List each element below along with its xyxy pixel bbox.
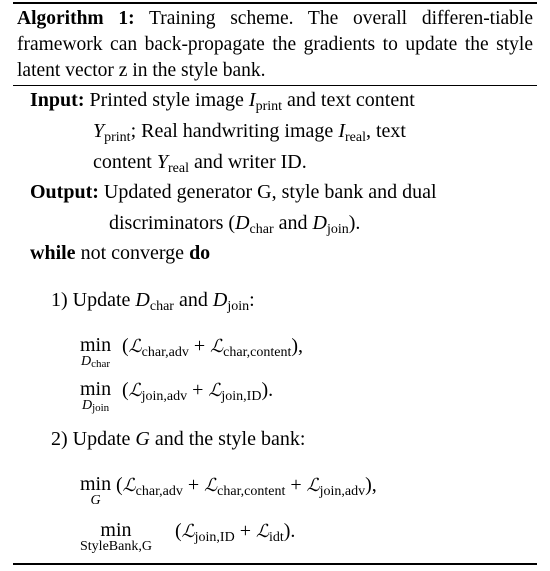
input-line-2: $Y_{print}$; Real handwriting image $I_{real}$, text [93, 120, 406, 145]
algorithm-caption [17, 6, 533, 84]
eq2-min-operator: min Djoin [80, 378, 112, 414]
equation-3: (ℒ$_{char,adv}$ + ℒ$_{char,content}$ + ℒ$_{join,adv}$), [116, 474, 377, 499]
while-line: while not converge do [30, 242, 211, 264]
step-1-heading: 1) Update $D_{char}$ and $D_{join}$: [51, 289, 255, 314]
input-line-3: content $Y_{real}$ and writer ID. [93, 151, 307, 176]
equation-1: (ℒ$_{char,adv}$ + ℒ$_{char,content}$), [122, 335, 304, 360]
eq4-min-operator: min StyleBank,G [80, 519, 152, 554]
caption-rule [13, 85, 537, 86]
eq3-min-operator: min G [80, 473, 112, 508]
input-keyword: Input: [30, 89, 85, 111]
input-line-1: Input: Printed style image $I_{print}$ and text content [30, 89, 415, 114]
output-keyword: Output: [30, 181, 99, 203]
eq1-min-operator: min Dchar [80, 334, 112, 370]
top-rule [13, 2, 537, 4]
bottom-rule [13, 563, 537, 565]
output-line-2: discriminators ($D_{char}$ and $D_{join}$). [109, 212, 361, 237]
caption-text: Training scheme. The overall differen-tiable framework can back-propagate the gradients to update the style latent vector z in the style bank. [17, 8, 533, 81]
equation-2: (ℒ$_{join,adv}$ + ℒ$_{join,ID}$). [122, 379, 274, 404]
equation-4: (ℒ$_{join,ID}$ + ℒ$_{idt}$). [175, 520, 296, 545]
algorithm-label: Algorithm 1: [17, 8, 135, 29]
output-line-1: Output: Updated generator G, style bank and dual [30, 181, 437, 203]
step-2-heading: 2) Update G and the style bank: [51, 428, 306, 450]
